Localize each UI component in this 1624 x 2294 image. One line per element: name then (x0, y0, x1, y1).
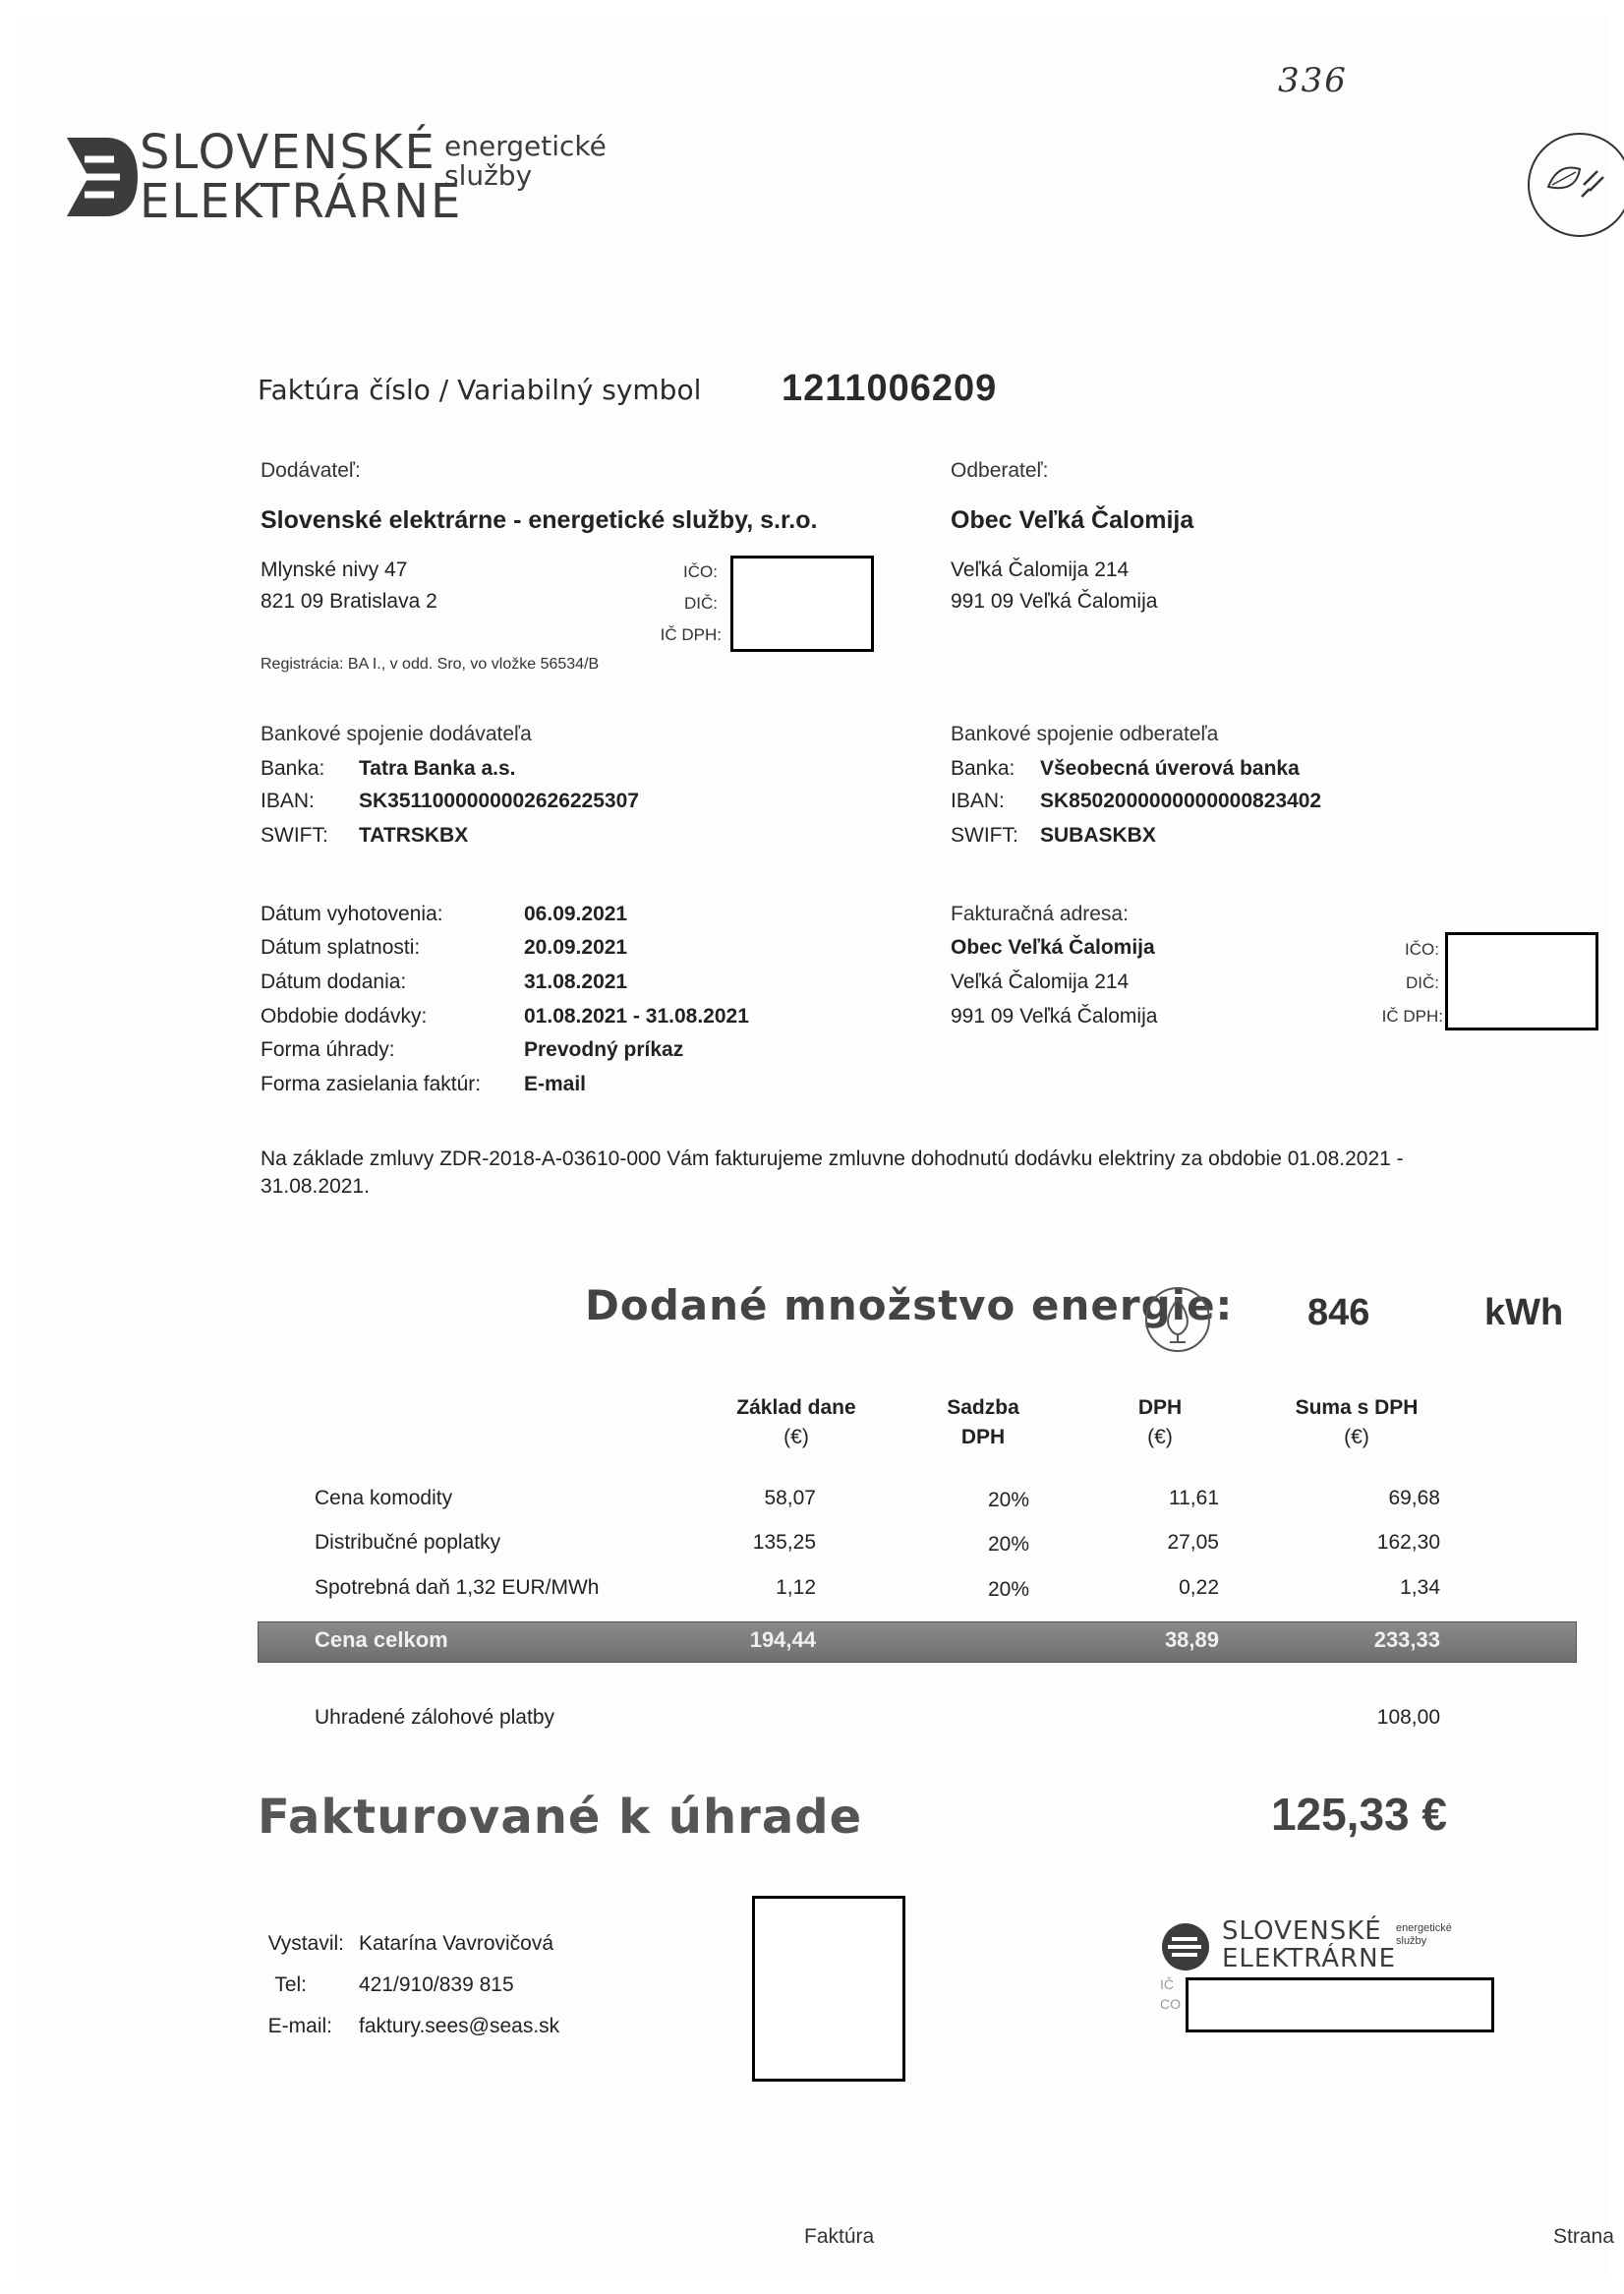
footer-page-label: Strana (1553, 2225, 1614, 2248)
footer-logo-line2: ELEKTRÁRNE (1222, 1944, 1396, 1973)
eco-plug-icon (1519, 128, 1624, 241)
row-label: Cena komodity (315, 1487, 453, 1509)
date-value-due: 20.09.2021 (524, 936, 628, 959)
customer-heading: Odberateľ: (951, 459, 1049, 482)
billing-ico-label: IČO: (1405, 940, 1439, 959)
col-header-rate (904, 1393, 1062, 1452)
date-value-issued: 06.09.2021 (524, 903, 628, 925)
supplier-bank-heading: Bankové spojenie dodávateľa (261, 723, 532, 745)
date-label-issued: Dátum vyhotovenia: (261, 903, 443, 925)
col-header-base (708, 1393, 885, 1452)
date-label-due: Dátum splatnosti: (261, 936, 421, 959)
logo-sub-line1: energetické (444, 130, 607, 162)
billing-address-heading: Fakturačná adresa: (951, 903, 1129, 925)
customer-swift: SUBASKBX (1040, 824, 1156, 847)
col-header-total-line1: Suma s DPH (1295, 1396, 1419, 1419)
energy-heading: Dodané množstvo energie: (585, 1281, 1234, 1329)
supplier-swift: TATRSKBX (359, 824, 469, 847)
billing-address-name: Obec Veľká Čalomija (951, 936, 1155, 959)
delivery-form-value: E-mail (524, 1073, 587, 1095)
advances-label: Uhradené zálohové platby (315, 1706, 555, 1729)
col-header-vat-line1: DPH (1137, 1396, 1183, 1419)
total-row-base: 194,44 (749, 1627, 816, 1652)
row-base: 58,07 (764, 1487, 816, 1509)
customer-iban: SK8502000000000000823402 (1040, 790, 1322, 812)
row-label: Spotrebná daň 1,32 EUR/MWh (315, 1576, 600, 1599)
row-total: 162,30 (1376, 1531, 1440, 1554)
tel-label: Tel: (274, 1973, 307, 1996)
amount-due-label: Fakturované k úhrade (258, 1790, 863, 1845)
contract-note-line1: Na základe zmluvy ZDR-2018-A-03610-000 Vám fakturujeme zmluvne dohodnutú dodávku elektriny za obdobie 01.08.2021 - (261, 1147, 1404, 1170)
row-base: 1,12 (776, 1576, 816, 1599)
customer-bank-label: Banka: (951, 757, 1015, 780)
issued-by-name: Katarína Vavrovičová (359, 1932, 554, 1955)
advances-value: 108,00 (1376, 1706, 1440, 1729)
col-header-vat-line2: (€) (1147, 1426, 1173, 1448)
row-vat: 0,22 (1179, 1576, 1219, 1599)
payment-method-value: Prevodný príkaz (524, 1038, 684, 1061)
footer-logo-sub-line1: energetické (1396, 1922, 1452, 1934)
billing-address-city: 991 09 Veľká Čalomija (951, 1005, 1158, 1028)
logo-sub-line2: služby (444, 159, 533, 192)
total-row-vat: 38,89 (1164, 1627, 1219, 1652)
billing-dic-label: DIČ: (1406, 973, 1439, 992)
supplier-name: Slovenské elektrárne - energetické služby, s.r.o. (261, 506, 818, 534)
amount-due-value: 125,33 € (1270, 1789, 1447, 1840)
customer-bank-name: Všeobecná úverová banka (1040, 757, 1300, 780)
row-rate: 20% (988, 1489, 1030, 1511)
row-rate: 20% (988, 1533, 1030, 1556)
logo-wordmark (140, 125, 463, 229)
redacted-supplier-ids (730, 556, 874, 652)
row-total: 1,34 (1400, 1576, 1440, 1599)
email-value: faktury.sees@seas.sk (359, 2015, 560, 2037)
footer-logo-subtitle (1396, 1922, 1452, 1948)
footer-logo-sub-line2: služby (1396, 1935, 1427, 1947)
redacted-signature (752, 1896, 905, 2082)
col-header-rate-line2: DPH (960, 1426, 1006, 1448)
supplier-iban: SK3511000000002626225307 (359, 790, 639, 812)
customer-iban-label: IBAN: (951, 790, 1005, 812)
footer-logo-line1: SLOVENSKÉ (1222, 1916, 1382, 1946)
footer-logo-wordmark (1222, 1917, 1396, 1972)
supplier-icdph-label: IČ DPH: (660, 625, 722, 644)
supplier-iban-label: IBAN: (261, 790, 315, 812)
contract-note-line2: 31.08.2021. (261, 1175, 370, 1198)
energy-drop-icon (1143, 1285, 1212, 1354)
date-value-period: 01.08.2021 - 31.08.2021 (524, 1005, 749, 1028)
energy-value: 846 (1307, 1292, 1370, 1333)
customer-street: Veľká Čalomija 214 (951, 559, 1130, 581)
tel-value: 421/910/839 815 (359, 1973, 514, 1996)
row-label: Distribučné poplatky (315, 1531, 501, 1554)
payment-method-label: Forma úhrady: (261, 1038, 395, 1061)
footer-document-type: Faktúra (804, 2225, 875, 2248)
total-row-label: Cena celkom (315, 1627, 448, 1652)
customer-swift-label: SWIFT: (951, 824, 1018, 847)
delivery-form-label: Forma zasielania faktúr: (261, 1073, 482, 1095)
row-base: 135,25 (752, 1531, 816, 1554)
supplier-ico-label: IČO: (683, 562, 718, 581)
col-header-rate-line1: Sadzba (947, 1396, 1019, 1419)
email-label: E-mail: (267, 2015, 332, 2037)
supplier-dic-label: DIČ: (684, 594, 718, 613)
supplier-street: Mlynské nivy 47 (261, 559, 408, 581)
customer-name: Obec Veľká Čalomija (951, 506, 1194, 534)
invoice-number-label: Faktúra číslo / Variabilný symbol (258, 374, 702, 406)
issued-by-label: Vystavil: (267, 1932, 344, 1955)
logo-line1: SLOVENSKÉ (140, 125, 436, 180)
date-label-delivery: Dátum dodania: (261, 971, 407, 993)
redacted-billing-ids (1445, 932, 1598, 1030)
supplier-bank-label: Banka: (261, 757, 325, 780)
row-vat: 11,61 (1169, 1487, 1219, 1509)
supplier-city: 821 09 Bratislava 2 (261, 590, 437, 613)
customer-bank-heading: Bankové spojenie odberateľa (951, 723, 1219, 745)
footer-stamp-label2: CO (1160, 1996, 1181, 2012)
col-header-total-line2: (€) (1344, 1426, 1369, 1448)
supplier-swift-label: SWIFT: (261, 824, 328, 847)
handwritten-number: 336 (1278, 61, 1348, 100)
footer-stamp-label1: IČ (1160, 1976, 1174, 1992)
billing-icdph-label: IČ DPH: (1381, 1007, 1443, 1026)
row-total: 69,68 (1388, 1487, 1440, 1509)
footer-logo-icon (1160, 1919, 1211, 1974)
energy-unit: kWh (1484, 1292, 1564, 1333)
col-header-total (1268, 1393, 1445, 1452)
company-logo-icon (59, 130, 142, 224)
supplier-heading: Dodávateľ: (261, 459, 361, 482)
date-value-delivery: 31.08.2021 (524, 971, 628, 993)
billing-address-street: Veľká Čalomija 214 (951, 971, 1130, 993)
col-header-vat (1091, 1393, 1229, 1452)
logo-subtitle (444, 132, 607, 191)
customer-city: 991 09 Veľká Čalomija (951, 590, 1158, 613)
supplier-bank-name: Tatra Banka a.s. (359, 757, 516, 780)
date-label-period: Obdobie dodávky: (261, 1005, 428, 1028)
col-header-base-line1: Základ dane (736, 1396, 856, 1419)
row-rate: 20% (988, 1578, 1030, 1601)
total-row-total: 233,33 (1373, 1627, 1440, 1652)
row-vat: 27,05 (1167, 1531, 1219, 1554)
redacted-footer-ids (1186, 1977, 1494, 2032)
col-header-base-line2: (€) (783, 1426, 809, 1448)
invoice-number: 1211006209 (782, 368, 998, 409)
logo-line2: ELEKTRÁRNE (140, 174, 463, 229)
supplier-registration: Registrácia: BA I., v odd. Sro, vo vložke 56534/B (261, 656, 600, 673)
